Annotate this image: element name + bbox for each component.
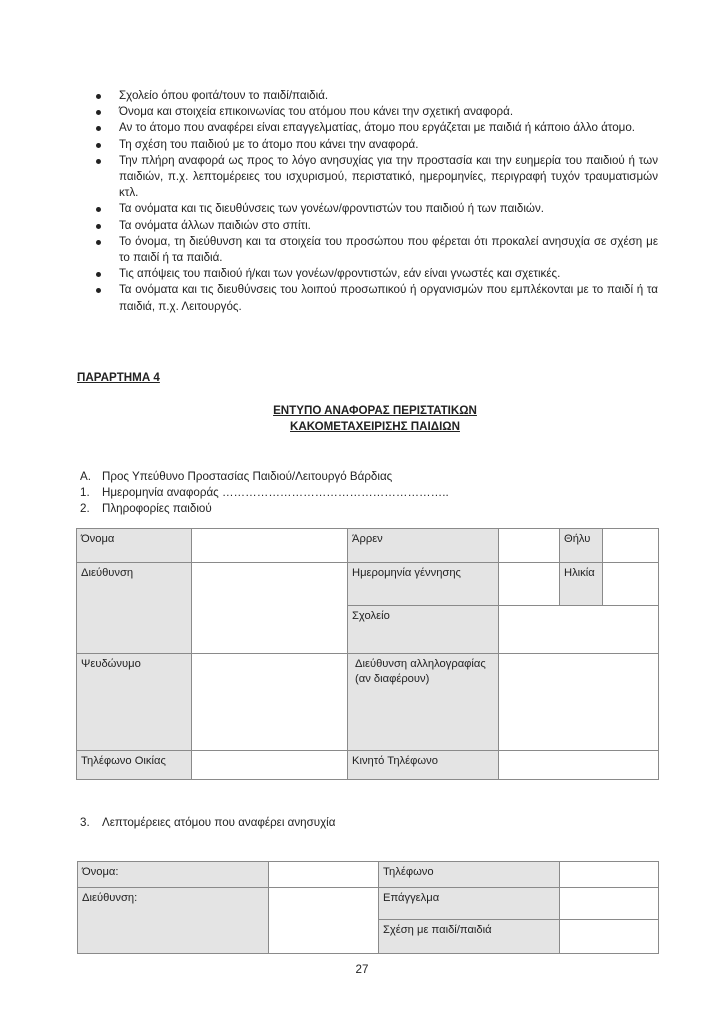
home-phone-label: Τηλέφωνο Οικίας [77,751,192,780]
bullet-item: Τα ονόματα και τις διευθύνσεις του λοιπού προσωπικού ή οργανισμών που εμπλέκονται με το παιδί ή τα παιδιά, π.χ. Λειτουργός. [96,282,658,314]
bullet-item: Αν το άτομο που αναφέρει είναι επαγγελματίας, άτομο που εργάζεται με παιδιά ή κάποιο άλλο άτομο. [96,120,658,136]
mobile-phone-field[interactable] [499,751,659,780]
reporter-address-field[interactable] [269,888,379,954]
age-label: Ηλικία [560,563,603,606]
intro-item-child-info: 2. Πληροφορίες παιδιού [80,502,212,515]
bullet-item: Τις απόψεις του παιδιού ή/και των γονέων/φροντιστών, εάν είναι γνωστές και σχετικές. [96,266,658,282]
relation-label: Σχέση με παιδί/παιδιά [379,920,560,954]
bullet-item: Όνομα και στοιχεία επικοινωνίας του ατόμου που κάνει την σχετική αναφορά. [96,104,658,120]
nickname-field[interactable] [192,654,348,751]
bullet-icon [96,224,101,229]
postal-address-field[interactable] [499,654,659,751]
section3-label: 3. Λεπτομέρειες ατόμου που αναφέρει ανησυχία [80,816,336,829]
nickname-label: Ψευδώνυμο [77,654,192,751]
bullet-icon [96,288,101,293]
occupation-label: Επάγγελμα [379,888,560,920]
reporter-phone-label: Τηλέφωνο [379,862,560,888]
dob-field[interactable] [499,563,560,606]
child-address-label: Διεύθυνση [77,563,192,654]
bullet-item: Την πλήρη αναφορά ως προς το λόγο ανησυχίας για την προστασία και την ευημερία του παιδιού ή των παιδιών, π.χ. λεπτομέρειες του ισχυρισμού, περιστατικό, ημερομηνίες, περιγραφή τυχόν τραυματισμών κτλ. [96,153,658,202]
bullet-icon [96,126,101,131]
form-title-line2: ΚΑΚΟΜΕΤΑΧΕΙΡΙΣΗΣ ΠΑΙΔΙΩΝ [290,420,460,433]
bullet-item: Τη σχέση του παιδιού με το άτομο που κάνει την αναφορά. [96,137,658,153]
bullet-icon [96,159,101,164]
requirements-bullet-list [96,88,658,315]
intro-item-recipient: Α. Προς Υπεύθυνο Προστασίας Παιδιού/Λειτουργό Βάρδιας [80,470,393,483]
bullet-item: Σχολείο όπου φοιτά/τουν το παιδί/παιδιά. [96,88,658,104]
male-label: Άρρεν [348,529,499,563]
form-title-line1: ΕΝΤΥΠΟ ΑΝΑΦΟΡΑΣ ΠΕΡΙΣΤΑΤΙΚΩΝ [273,404,477,417]
bullet-icon [96,272,101,277]
bullet-item: Τα ονόματα και τις διευθύνσεις των γονέων/φροντιστών του παιδιού ή των παιδιών. [96,201,658,217]
reporter-name-label: Όνομα: [78,862,269,888]
bullet-icon [96,110,101,115]
reporter-address-label: Διεύθυνση: [78,888,269,954]
reporter-name-field[interactable] [269,862,379,888]
bullet-item: Το όνομα, τη διεύθυνση και τα στοιχεία του προσώπου που φέρεται ότι προκαλεί ανησυχία σε σχέση με το παιδί ή τα παιδιά. [96,234,658,266]
occupation-field[interactable] [560,888,659,920]
bullet-icon [96,240,101,245]
male-field[interactable] [499,529,560,563]
appendix-heading: ΠΑΡΑΡΤΗΜΑ 4 [77,371,160,384]
mobile-phone-label: Κινητό Τηλέφωνο [348,751,499,780]
female-field[interactable] [603,529,659,563]
school-field[interactable] [499,606,659,654]
bullet-icon [96,143,101,148]
postal-address-label: Διεύθυνση αλληλογραφίας (αν διαφέρουν) [348,654,499,751]
bullet-icon [96,207,101,212]
child-info-table [76,528,659,780]
bullet-icon [96,94,101,99]
reporter-phone-field[interactable] [560,862,659,888]
reporter-info-table [77,861,659,954]
intro-item-report-date: 1. Ημερομηνία αναφοράς ………………………………………………….. [80,486,449,499]
child-address-field[interactable] [192,563,348,654]
school-label: Σχολείο [348,606,499,654]
female-label: Θήλυ [560,529,603,563]
intro-list [80,469,449,517]
home-phone-field[interactable] [192,751,348,780]
child-name-label: Όνομα [77,529,192,563]
relation-field[interactable] [560,920,659,954]
page-number: 27 [355,963,369,976]
age-field[interactable] [603,563,659,606]
dob-label: Ημερομηνία γέννησης [348,563,499,606]
form-title [200,403,550,435]
bullet-item: Τα ονόματα άλλων παιδιών στο σπίτι. [96,218,658,234]
child-name-field[interactable] [192,529,348,563]
